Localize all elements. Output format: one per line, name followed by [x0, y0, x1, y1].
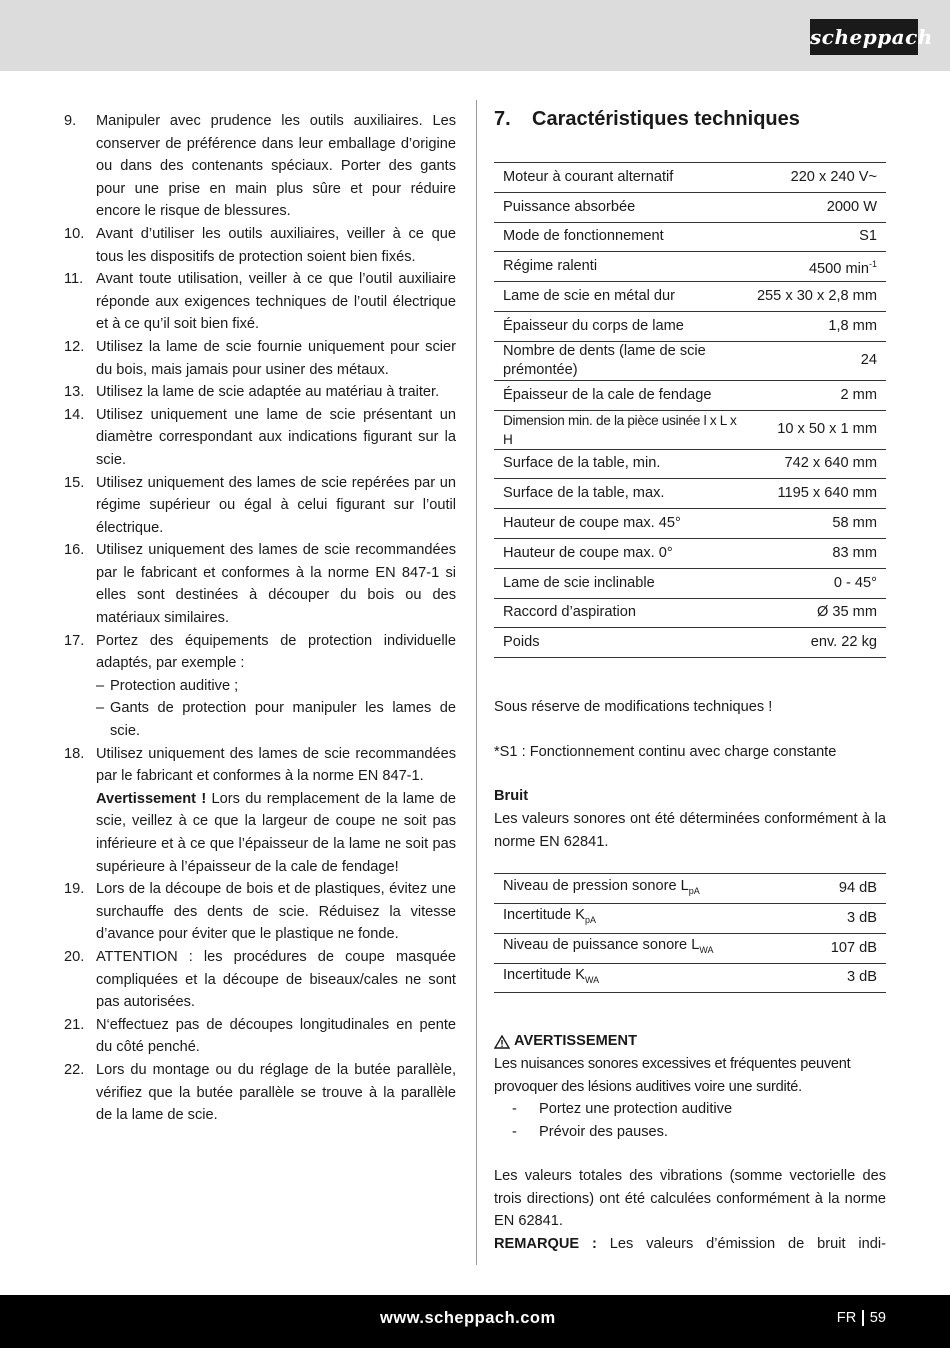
noise-value: 107 dB: [800, 933, 886, 963]
noise-label: Niveau de puissance sonore $L_{WA}$: [494, 933, 800, 963]
spec-label: Poids: [494, 628, 748, 658]
spec-row: [494, 449, 886, 479]
spec-value: 24: [748, 341, 886, 380]
spec-label: Puissance absorbée: [494, 192, 748, 222]
spec-row: [494, 311, 886, 341]
spec-row: [494, 628, 886, 658]
spec-value: S1: [748, 222, 886, 252]
spec-value: 58 mm: [748, 509, 886, 539]
warning-text: Les nuisances sonores excessives et fréquentes peuvent provoquer des lésions auditives voire une surdité.: [494, 1055, 851, 1095]
noise-label: Incertitude $K_{WA}$: [494, 963, 800, 993]
noise-row: [494, 903, 886, 933]
list-item: 22. Lors du montage ou du réglage de la butée parallèle, vérifiez que la butée parallèle se trouve à la parallèle de la lame de scie.: [64, 1061, 456, 1124]
page-indicator: [837, 1310, 886, 1326]
spec-row: [494, 282, 886, 312]
spec-label: Dimension min. de la pièce usinée l x L x H: [494, 410, 748, 449]
website-url: www.scheppach.com: [380, 1309, 556, 1327]
list-item: 12. Utilisez la lame de scie fournie uniquement pour scier du bois, mais jamais pour usiner des métaux.: [64, 338, 456, 378]
list-item-text: Utilisez uniquement des lames de scie recommandées par le fabricant et conformes à la norme EN 847-1.: [96, 745, 456, 785]
spec-value: 255 x 30 x 2,8 mm: [748, 282, 886, 312]
noise-row: [494, 874, 886, 904]
warning-bullet: - Portez une protection auditive: [512, 1101, 733, 1118]
section-title: 7. Caractéristiques techniques: [494, 108, 800, 130]
spec-value: 83 mm: [748, 538, 886, 568]
reserve-note: Sous réserve de modifications techniques !: [494, 699, 773, 716]
spec-value: 2 mm: [748, 380, 886, 410]
language-code: FR: [836, 1310, 857, 1326]
spec-label: Épaisseur de la cale de fendage: [494, 380, 748, 410]
page-number: 59: [869, 1310, 886, 1326]
spec-label: Raccord d’aspiration: [494, 598, 748, 628]
spec-row: [494, 410, 886, 449]
list-item: 15. Utilisez uniquement des lames de scie repérées par un régime supérieur ou égal à celui figurant sur l’outil électrique.: [64, 474, 456, 536]
noise-heading: Bruit: [494, 788, 529, 805]
spec-value: 1195 x 640 mm: [748, 479, 886, 509]
list-item: 19. Lors de la découpe de bois et de plastiques, évitez une surchauffe des dents de scie. Réduisez la vitesse d’avance pour éviter que le plastique ne fonde.: [64, 881, 456, 943]
spec-value: env. 22 kg: [748, 628, 886, 658]
spec-row: [494, 192, 886, 222]
spec-label: Surface de la table, min.: [494, 449, 748, 479]
spec-value: 742 x 640 mm: [748, 449, 886, 479]
spec-row: [494, 568, 886, 598]
list-item: 14. Utilisez uniquement une lame de scie présentant un diamètre correspondant aux indications figurant sur la scie.: [64, 406, 456, 468]
spec-value: 4500 $\min^{-1}$: [748, 252, 886, 282]
s1-note: *S1 : Fonctionnement continu avec charge constante: [494, 743, 837, 760]
list-item: 18. Utilisez uniquement des lames de scie recommandées par le fabricant et conformes à la norme EN 847-1. Avertissement ! Lors du remplacement de la lame de scie, veillez à ce que la largeur de coupe ne soit pas inférieure et à ce que l’épaisseur de la lame ne soit pas supérieure à l’épaisseur de la cale de fendage!: [64, 743, 456, 879]
spec-label: Lame de scie en métal dur: [494, 282, 748, 312]
list-item: 16. Utilisez uniquement des lames de scie recommandées par le fabricant et conformes à la norme EN 847-1 si elles sont destinées à découper du bois ou des matériaux similaires.: [64, 542, 456, 627]
technical-section: [494, 105, 886, 1256]
blade-warning: Avertissement ! Lors du remplacement de la lame de scie, veillez à ce que la largeur de coupe ne soit pas inférieure et à ce que l’épaisseur de la lame ne soit pas supérieure à l’épaisseur de la cale de fendage!: [96, 790, 456, 875]
warning-bullet: - Prévoir des pauses.: [512, 1123, 668, 1140]
separator: [862, 1310, 864, 1326]
spec-row: [494, 252, 886, 282]
list-item: 13. Utilisez la lame de scie adaptée au matériau à traiter.: [64, 384, 440, 401]
sub-item: – Gants de protection pour manipuler les lames de scie.: [96, 700, 456, 740]
spec-label: Mode de fonctionnement: [494, 222, 748, 252]
noise-label: Niveau de pression sonore $L_{pA}$: [494, 874, 800, 904]
spec-label: Hauteur de coupe max. 45°: [494, 509, 748, 539]
sub-item: – Protection auditive ;: [96, 677, 239, 694]
list-item: 20. ATTENTION : les procédures de coupe masquée compliquées et la découpe de biseaux/cales ne sont pas autorisées.: [64, 948, 456, 1011]
spec-row: [494, 538, 886, 568]
spec-row: [494, 163, 886, 193]
footer-bar: [0, 1295, 950, 1348]
spec-row: [494, 341, 886, 380]
noise-label: Incertitude $K_{pA}$: [494, 903, 800, 933]
list-item: 21. N‘effectuez pas de découpes longitudinales en pente du côté penché.: [64, 1016, 456, 1056]
spec-row: [494, 222, 886, 252]
list-item: 10. Avant d’utiliser les outils auxiliaires, veiller à ce que tous les dispositifs de protection soient bien fixés.: [64, 225, 456, 265]
noise-row: [494, 933, 886, 963]
spec-value: 10 x 50 x 1 mm: [748, 410, 886, 449]
spec-label: Régime ralenti: [494, 252, 748, 282]
spec-row: [494, 380, 886, 410]
specs-table: [494, 162, 886, 658]
warning-triangle-icon: [494, 1035, 510, 1049]
spec-row: [494, 509, 886, 539]
spec-label: Moteur à courant alternatif: [494, 163, 748, 193]
spec-value: Ø 35 mm: [748, 598, 886, 628]
warning-heading: AVERTISSEMENT: [494, 1030, 886, 1053]
noise-intro: Les valeurs sonores ont été déterminées conformément à la norme EN 62841.: [494, 810, 886, 850]
list-item: 17. Portez des équipements de protection individuelle adaptés, par exemple : – Protection auditive ; – Gants de protection pour manipuler les lames de scie.: [64, 630, 456, 743]
vibration-text: Les valeurs totales des vibrations (somme vectorielle des trois directions) ont été calculées conformément à la norme EN 62841.: [494, 1168, 886, 1230]
spec-value: 0 - 45°: [748, 568, 886, 598]
spec-row: [494, 479, 886, 509]
remark: REMARQUE : Les valeurs d’émission de bruit indi-: [494, 1236, 886, 1253]
noise-table: [494, 873, 886, 993]
spec-label: Hauteur de coupe max. 0°: [494, 538, 748, 568]
spec-value: 2000 W: [748, 192, 886, 222]
spec-label: Épaisseur du corps de lame: [494, 311, 748, 341]
list-item: 11. Avant toute utilisation, veiller à ce que l’outil auxiliaire réponde aux exigences techniques de l’outil électrique et à ce qu’il soit bien fixé.: [64, 271, 456, 333]
noise-value: 3 dB: [800, 963, 886, 993]
spec-label: Nombre de dents (lame de scie prémontée): [494, 341, 748, 380]
noise-value: 3 dB: [800, 903, 886, 933]
safety-instructions-list: [64, 110, 456, 1127]
column-divider: [476, 100, 477, 1265]
spec-label: Lame de scie inclinable: [494, 568, 748, 598]
noise-value: 94 dB: [800, 874, 886, 904]
brand-logo: scheppach: [810, 19, 918, 55]
noise-row: [494, 963, 886, 993]
header-bar: [0, 0, 950, 71]
list-item-text: Portez des équipements de protection individuelle adaptés, par exemple :: [96, 632, 456, 672]
spec-value: 220 x 240 V~: [748, 163, 886, 193]
list-item: 9. Manipuler avec prudence les outils auxiliaires. Les conserver de préférence dans leur emballage d’origine ou dans des contenants spéciaux. Porter des gants pour une prise en main plus sûre et pour réduire encore le risque de blessures.: [64, 113, 456, 220]
spec-value: 1,8 mm: [748, 311, 886, 341]
spec-row: [494, 598, 886, 628]
spec-label: Surface de la table, max.: [494, 479, 748, 509]
